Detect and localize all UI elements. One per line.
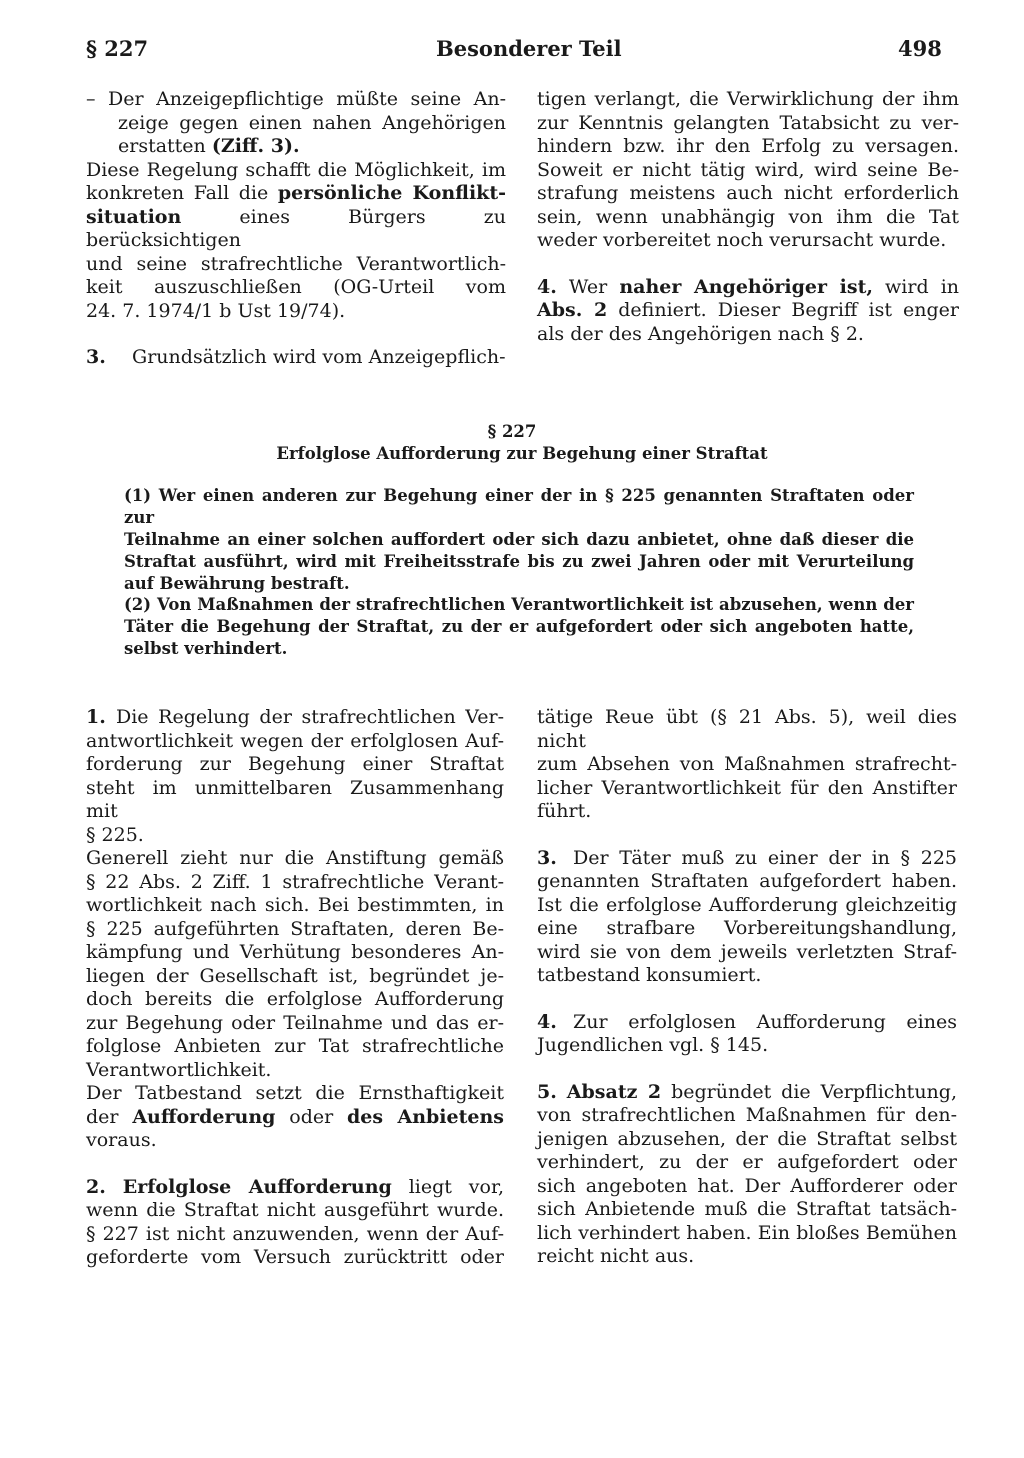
text-span: erstatten — [118, 135, 206, 157]
text-line: geforderte vom Versuch zurücktritt oder — [86, 1246, 504, 1268]
text-line: – Der Anzeigepflichtige müßte seine An- — [86, 88, 506, 110]
section-header: § 227 — [86, 36, 149, 61]
text-line: Generell zieht nur die Anstiftung gemäß — [86, 847, 504, 869]
text-span: eines Bürgers zu berücksichtigen — [86, 205, 506, 251]
text-line: wortlichkeit nach sich. Bei bestimmten, in — [86, 894, 504, 916]
upper-right-column — [537, 88, 959, 346]
text-line: strafung meistens auch nicht erforderlich — [537, 182, 959, 204]
lower-right-column — [537, 706, 957, 1269]
text-line: wenn die Straftat nicht ausgeführt wurde. — [86, 1199, 504, 1221]
text-line: § 22 Abs. 2 Ziff. 1 strafrechtliche Verant- — [86, 870, 504, 893]
text-line: lich verhindert haben. Ein bloßes Bemühen — [537, 1221, 957, 1244]
bold-term: Aufforderung — [132, 1105, 276, 1128]
text-line: antwortlichkeit wegen der erfolglosen Auf- — [86, 729, 504, 752]
text-span: Die Regelung der strafrechtlichen Ver- — [116, 706, 504, 728]
bold-term: persönliche Konflikt- — [277, 182, 506, 204]
text-line: 24. 7. 1974/1 b Ust 19/74). — [86, 299, 346, 322]
text-line: führt. — [537, 800, 592, 822]
text-line: doch bereits die erfolglose Aufforderung — [86, 988, 504, 1010]
text-span: Zur erfolglosen Aufforderung eines — [573, 1010, 957, 1033]
law-line: Teilnahme an einer solchen auffordert oder sich dazu anbietet, ohne daß dieser die — [124, 530, 914, 549]
bold-term: naher Angehöriger ist, — [619, 275, 873, 298]
bold-term: situation — [86, 205, 182, 228]
text-line — [537, 1011, 957, 1035]
text-line: Ist die erfolglose Aufforderung gleichzeitig — [537, 893, 957, 916]
paragraph-3-start — [86, 346, 506, 370]
bold-reference: (Ziff. 3). — [211, 135, 300, 157]
paragraph-number: 2. — [86, 1175, 106, 1198]
text-line — [537, 847, 957, 871]
text-line: forderung zur Begehung einer Straftat — [86, 753, 504, 775]
law-line: auf Bewährung bestraft. — [124, 574, 350, 593]
text-line: weder vorbereitet noch verursacht wurde. — [537, 229, 947, 251]
text-line: hindern bzw. ihr den Erfolg zu versagen. — [537, 135, 959, 157]
law-title: Erfolglose Aufforderung zur Begehung einer Straftat — [276, 444, 768, 463]
text-line: genannten Straftaten aufgefordert haben. — [537, 870, 957, 892]
text-line — [86, 1176, 504, 1200]
text-line: sich angeboten hat. Der Aufforderer oder — [537, 1174, 957, 1197]
text-span: Grundsätzlich wird vom Anzeigepflich- — [132, 346, 506, 368]
text-line: folglose Anbieten zur Tat strafrechtliche — [86, 1035, 504, 1057]
text-line: und seine strafrechtliche Verantwortlich- — [86, 252, 506, 275]
page-number: 498 — [898, 36, 942, 61]
text-span: Wer — [568, 275, 608, 298]
text-line: steht im unmittelbaren Zusammenhang mit — [86, 776, 504, 822]
text-line: keit auszuschließen (OG-Urteil vom — [86, 276, 506, 298]
text-span: Der Täter muß zu einer der in § 225 — [573, 846, 957, 869]
law-line: Täter die Begehung der Straftat, zu der er aufgefordert oder sich angeboten hatte, — [124, 617, 914, 636]
text-line: von strafrechtlichen Maßnahmen für den- — [537, 1104, 957, 1126]
text-line: voraus. — [86, 1129, 157, 1151]
law-section-number: § 227 — [487, 422, 537, 441]
bold-reference: Abs. 2 — [537, 299, 608, 321]
paragraph-number: 5. — [537, 1080, 557, 1103]
text-line: tatbestand konsumiert. — [537, 964, 762, 986]
text-span: liegt vor, — [408, 1175, 505, 1198]
text-line: tigen verlangt, die Verwirklichung der ihm — [537, 88, 959, 110]
text-line: sich Anbietende muß die Straftat tatsäch- — [537, 1198, 957, 1220]
text-line — [86, 206, 506, 253]
text-line: zur Begehung oder Teilnahme und das er- — [86, 1011, 504, 1034]
upper-left-column — [86, 88, 506, 370]
text-line — [537, 1081, 957, 1105]
text-line: als der des Angehörigen nach § 2. — [537, 322, 864, 345]
text-line: sein, wenn unabhängig von ihm die Tat — [537, 205, 959, 228]
text-line: jenigen abzusehen, der die Straftat selbst — [537, 1127, 957, 1150]
text-span: konkreten Fall die — [86, 182, 269, 204]
text-line: wird sie von dem jeweils verletzten Straf- — [537, 940, 957, 963]
paragraph-number: 3. — [86, 346, 106, 368]
text-span: der — [86, 1105, 119, 1128]
text-line: Jugendlichen vgl. § 145. — [537, 1034, 769, 1056]
text-line: reicht nicht aus. — [537, 1245, 695, 1267]
law-line: (2) Von Maßnahmen der strafrechtlichen Verantwortlichkeit ist abzusehen, wenn der — [124, 595, 914, 614]
text-line — [537, 276, 959, 300]
text-line: kämpfung und Verhütung besonderes An- — [86, 941, 504, 963]
paragraph-number: 1. — [86, 706, 106, 728]
text-line: § 225 aufgeführten Straftaten, deren Be- — [86, 917, 504, 940]
bold-term: des Anbietens — [347, 1105, 504, 1128]
law-line: selbst verhindert. — [124, 639, 288, 658]
text-line: Diese Regelung schafft die Möglichkeit, im — [86, 158, 506, 181]
text-line: eine strafbare Vorbereitungshandlung, — [537, 917, 957, 939]
text-span: definiert. Dieser Begriff ist enger — [618, 299, 959, 321]
text-line: licher Verantwortlichkeit für den Anstifter — [537, 776, 957, 799]
law-line: (1) Wer einen anderen zur Begehung einer der in § 225 genannten Straftaten oder zur — [124, 486, 914, 527]
text-line — [86, 706, 504, 730]
law-line: Straftat ausführt, wird mit Freiheitsstrafe bis zu zwei Jahren oder mit Verurteilung — [124, 552, 914, 571]
text-line: § 227 ist nicht anzuwenden, wenn der Auf- — [86, 1222, 504, 1245]
text-span: oder — [289, 1105, 334, 1128]
bold-term: Erfolglose Aufforderung — [122, 1175, 392, 1198]
paragraph-number: 4. — [537, 275, 557, 298]
text-line: Soweit er nicht tätig wird, wird seine Be- — [537, 158, 959, 181]
text-line — [86, 135, 506, 159]
text-line: liegen der Gesellschaft ist, begründet je- — [86, 964, 504, 987]
law-absatz-2 — [124, 594, 914, 660]
text-line — [86, 182, 506, 206]
text-line: Verantwortlichkeit. — [86, 1058, 272, 1081]
running-title: Besonderer Teil — [436, 36, 622, 61]
text-span: begründet die Verpflichtung, — [671, 1080, 957, 1103]
text-line — [537, 299, 959, 323]
text-line: tätige Reue übt (§ 21 Abs. 5), weil dies nicht — [537, 706, 957, 752]
paragraph-number: 3. — [537, 846, 557, 869]
law-absatz-1 — [124, 485, 914, 595]
bold-reference: Absatz 2 — [566, 1080, 662, 1103]
lower-left-column — [86, 706, 504, 1270]
text-line — [86, 1106, 504, 1130]
text-line: zur Kenntnis gelangten Tatabsicht zu ver- — [537, 111, 959, 134]
text-line: zum Absehen von Maßnahmen strafrecht- — [537, 753, 957, 775]
paragraph-number: 4. — [537, 1010, 557, 1033]
text-line: § 225. — [86, 823, 144, 846]
text-line: verhindert, zu der er aufgefordert oder — [537, 1151, 957, 1173]
text-line: Der Tatbestand setzt die Ernsthaftigkeit — [86, 1082, 504, 1104]
text-line: zeige gegen einen nahen Angehörigen — [118, 111, 506, 134]
text-span: wird in — [885, 275, 960, 298]
